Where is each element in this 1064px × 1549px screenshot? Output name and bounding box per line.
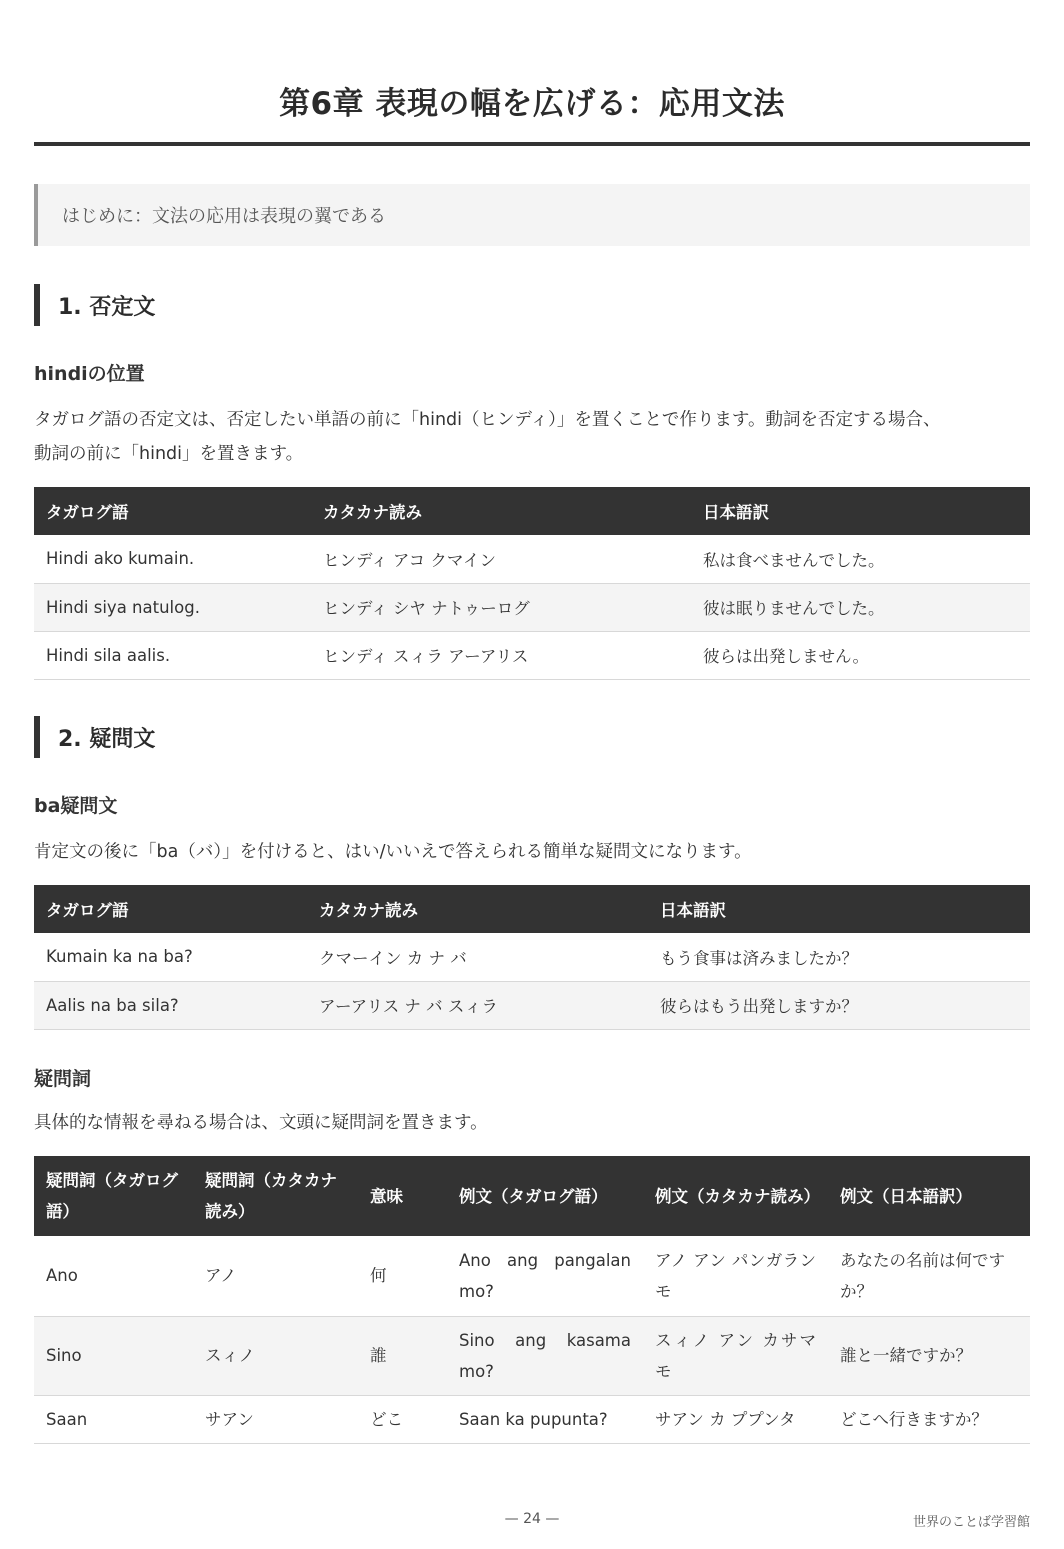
table-cell: Ano ang pangalan mo? <box>447 1236 643 1316</box>
table-cell: ヒンディ スィラ アーアリス <box>311 631 691 679</box>
page-number: — 24 — <box>504 1511 560 1527</box>
paragraph-negation-line1: タガログ語の否定文は、否定したい単語の前に「hindi（ヒンディ）」を置くことで作ります。動詞を否定する場合、 <box>34 410 941 430</box>
table-row <box>34 535 1030 583</box>
table-cell: Sino ang kasama mo? <box>447 1316 643 1395</box>
ba-question-table <box>34 885 1030 1030</box>
column-header: 疑問詞（タガログ語） <box>34 1156 193 1236</box>
table-cell: 彼らはもう出発しますか？ <box>648 981 1030 1029</box>
table-cell: Sino <box>34 1316 193 1395</box>
table-cell: スィノ <box>193 1316 358 1395</box>
table-cell: ヒンディ シヤ ナトゥーログ <box>311 583 691 631</box>
column-header: 意味 <box>358 1156 447 1236</box>
paragraph-negation-line2: 動詞の前に「hindi」を置きます。 <box>34 444 304 464</box>
subheading-ba-questions: ba疑問文 <box>34 795 118 817</box>
table-row <box>34 1236 1030 1316</box>
subheading-question-words: 疑問詞 <box>34 1068 92 1090</box>
table-row <box>34 631 1030 679</box>
column-header: 疑問詞（カタカナ読み） <box>193 1156 358 1236</box>
intro-callout <box>34 184 1030 246</box>
table-cell: あなたの名前は何ですか？ <box>828 1236 1030 1316</box>
document-page <box>34 0 1030 1549</box>
intro-text: はじめに：文法の応用は表現の翼である <box>62 206 386 227</box>
table-row <box>34 933 1030 981</box>
table-cell: どこへ行きますか？ <box>828 1395 1030 1443</box>
section-heading-questions: 2. 疑問文 <box>34 716 1030 758</box>
table-header-row <box>34 487 1030 535</box>
table-cell: 誰 <box>358 1316 447 1395</box>
table-cell: サアン カ ププンタ <box>643 1395 828 1443</box>
table-cell: Hindi ako kumain. <box>34 535 311 583</box>
section-heading-negation: 1. 否定文 <box>34 284 1030 326</box>
question-words-table <box>34 1156 1030 1444</box>
table-cell: 私は食べませんでした。 <box>691 535 1030 583</box>
column-header: 例文（日本語訳） <box>828 1156 1030 1236</box>
table-row <box>34 1316 1030 1395</box>
table-cell: アノ アン パンガラン モ <box>643 1236 828 1316</box>
table-cell: 彼は眠りませんでした。 <box>691 583 1030 631</box>
table-header-row <box>34 885 1030 933</box>
subheading-hindi-position: hindiの位置 <box>34 363 145 385</box>
table-cell: アノ <box>193 1236 358 1316</box>
table-row <box>34 981 1030 1029</box>
table-cell: もう食事は済みましたか？ <box>648 933 1030 981</box>
column-header: 日本語訳 <box>691 487 1030 535</box>
table-cell: スィノ アン カサマ モ <box>643 1316 828 1395</box>
column-header: 例文（タガログ語） <box>447 1156 643 1236</box>
footer-brand: 世界のことば学習館 <box>912 1515 1030 1530</box>
table-cell: Kumain ka na ba? <box>34 933 307 981</box>
negation-table <box>34 487 1030 680</box>
table-cell: サアン <box>193 1395 358 1443</box>
table-header-row <box>34 1156 1030 1236</box>
paragraph-question-words: 具体的な情報を尋ねる場合は、文頭に疑問詞を置きます。 <box>34 1113 488 1133</box>
table-cell: どこ <box>358 1395 447 1443</box>
table-cell: 彼らは出発しません。 <box>691 631 1030 679</box>
title-divider <box>34 142 1030 146</box>
paragraph-ba-questions: 肯定文の後に「ba（バ）」を付けると、はい/いいえで答えられる簡単な疑問文になります。 <box>34 842 752 862</box>
column-header: カタカナ読み <box>307 885 648 933</box>
table-row <box>34 1395 1030 1443</box>
table-cell: Hindi sila aalis. <box>34 631 311 679</box>
table-cell: ヒンディ アコ クマイン <box>311 535 691 583</box>
table-cell: 何 <box>358 1236 447 1316</box>
column-header: カタカナ読み <box>311 487 691 535</box>
table-cell: 誰と一緒ですか？ <box>828 1316 1030 1395</box>
column-header: タガログ語 <box>34 487 311 535</box>
table-cell: アーアリス ナ バ スィラ <box>307 981 648 1029</box>
table-row <box>34 583 1030 631</box>
table-cell: Saan ka pupunta? <box>447 1395 643 1443</box>
chapter-title: 第6章 表現の幅を広げる：応用文法 <box>279 86 785 122</box>
table-cell: クマーイン カ ナ バ <box>307 933 648 981</box>
table-cell: Ano <box>34 1236 193 1316</box>
table-cell: Saan <box>34 1395 193 1443</box>
column-header: タガログ語 <box>34 885 307 933</box>
paragraph-negation <box>34 403 1030 471</box>
column-header: 例文（カタカナ読み） <box>643 1156 828 1236</box>
table-cell: Hindi siya natulog. <box>34 583 311 631</box>
column-header: 日本語訳 <box>648 885 1030 933</box>
table-cell: Aalis na ba sila? <box>34 981 307 1029</box>
